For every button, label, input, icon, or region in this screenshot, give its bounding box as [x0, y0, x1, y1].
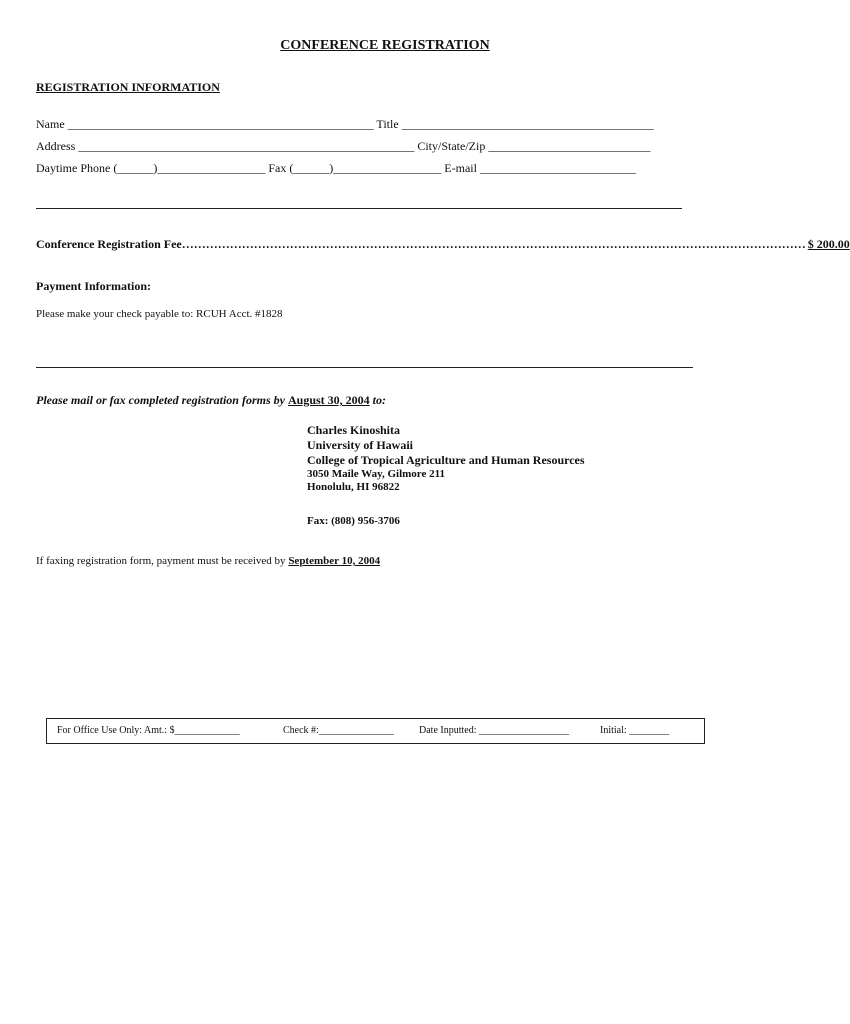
- mail-prefix: Please mail or fax completed registration forms by: [36, 393, 288, 407]
- contact-street: 3050 Maile Way, Gilmore 211: [307, 468, 446, 480]
- fee-leader-dots: …………………………………………………………………………………………………………………………………………: [181, 237, 806, 251]
- contact-city: Honolulu, HI 96822: [307, 481, 400, 493]
- payment-note: Please make your check payable to: RCUH Acct. #1828: [36, 308, 283, 320]
- phone-fax-email-field-row[interactable]: Daytime Phone (______)__________________ Fax (______)__________________ E-mail __________________________: [36, 161, 636, 175]
- office-date-field: Date Inputted: __________________: [419, 725, 569, 736]
- divider-line: [36, 208, 682, 209]
- page-title: CONFERENCE REGISTRATION: [280, 38, 490, 53]
- mail-deadline-date: August 30, 2004: [287, 393, 370, 407]
- contact-university: University of Hawaii: [307, 438, 413, 452]
- section-heading: REGISTRATION INFORMATION: [36, 80, 220, 94]
- fee-amount: $ 200.00: [807, 237, 850, 251]
- contact-fax: Fax: (808) 956-3706: [307, 515, 400, 527]
- divider-line: [36, 367, 693, 368]
- fee-label: Conference Registration Fee: [36, 237, 182, 251]
- office-initial-field: Initial: ________: [600, 725, 670, 736]
- fax-note-prefix: If faxing registration form, payment must be received by: [36, 555, 289, 567]
- office-use-box: [46, 718, 705, 744]
- fax-payment-note: [36, 555, 380, 567]
- contact-name: Charles Kinoshita: [307, 423, 401, 437]
- office-check-field: Check #:_______________: [283, 725, 394, 736]
- name-title-field-row[interactable]: Name ___________________________________________________ Title __________________________________________: [36, 117, 654, 131]
- address-field-row[interactable]: Address ________________________________________________________ City/State/Zip ___________________________: [36, 139, 651, 153]
- payment-heading: Payment Information:: [36, 279, 151, 293]
- contact-college: College of Tropical Agriculture and Human Resources: [307, 453, 585, 467]
- office-amount-field: For Office Use Only: Amt.: $_____________: [57, 725, 240, 736]
- fax-payment-date: September 10, 2004: [288, 555, 381, 567]
- mail-suffix: to:: [369, 393, 387, 407]
- mail-instruction: [36, 393, 386, 408]
- registration-fee-line: [36, 237, 850, 252]
